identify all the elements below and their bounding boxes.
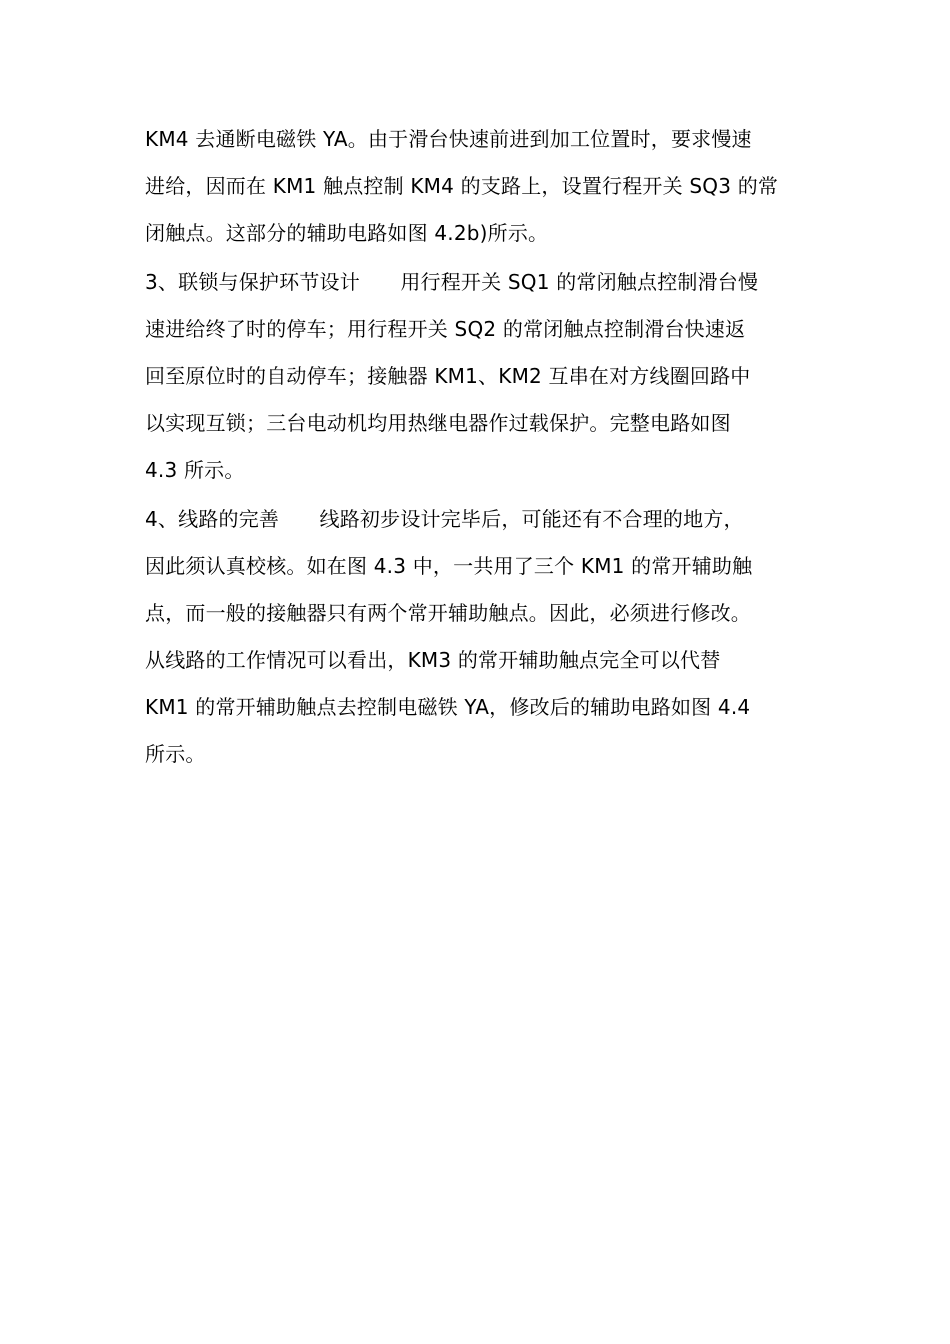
text-line: 3、联锁与保护环节设计 用行程开关 SQ1 的常闭触点控制滑台慢 bbox=[145, 270, 759, 294]
text-line: 4.3 所示。 bbox=[145, 458, 245, 482]
text-line: 进给，因而在 KM1 触点控制 KM4 的支路上，设置行程开关 SQ3 的常 bbox=[145, 174, 779, 198]
text-line: 闭触点。这部分的辅助电路如图 4.2b)所示。 bbox=[145, 221, 549, 245]
text-line: 以实现互锁；三台电动机均用热继电器作过载保护。完整电路如图 bbox=[145, 411, 731, 435]
paragraph-1 bbox=[145, 116, 835, 257]
text-line: 从线路的工作情况可以看出，KM3 的常开辅助触点完全可以代替 bbox=[145, 648, 721, 672]
paragraph-2 bbox=[145, 259, 835, 494]
text-line: 速进给终了时的停车；用行程开关 SQ2 的常闭触点控制滑台快速返 bbox=[145, 317, 746, 341]
text-line: KM1 的常开辅助触点去控制电磁铁 YA，修改后的辅助电路如图 4.4 bbox=[145, 695, 751, 719]
text-line: 所示。 bbox=[145, 742, 206, 766]
text-line: 回至原位时的自动停车；接触器 KM1、KM2 互串在对方线圈回路中 bbox=[145, 364, 751, 388]
text-line: KM4 去通断电磁铁 YA。由于滑台快速前进到加工位置时，要求慢速 bbox=[145, 127, 752, 151]
text-line: 4、线路的完善 线路初步设计完毕后，可能还有不合理的地方， bbox=[145, 507, 744, 531]
paragraph-3 bbox=[145, 496, 835, 778]
document-body bbox=[145, 116, 835, 778]
text-line: 点，而一般的接触器只有两个常开辅助触点。因此，必须进行修改。 bbox=[145, 601, 751, 625]
text-line: 因此须认真校核。如在图 4.3 中，一共用了三个 KM1 的常开辅助触 bbox=[145, 554, 753, 578]
